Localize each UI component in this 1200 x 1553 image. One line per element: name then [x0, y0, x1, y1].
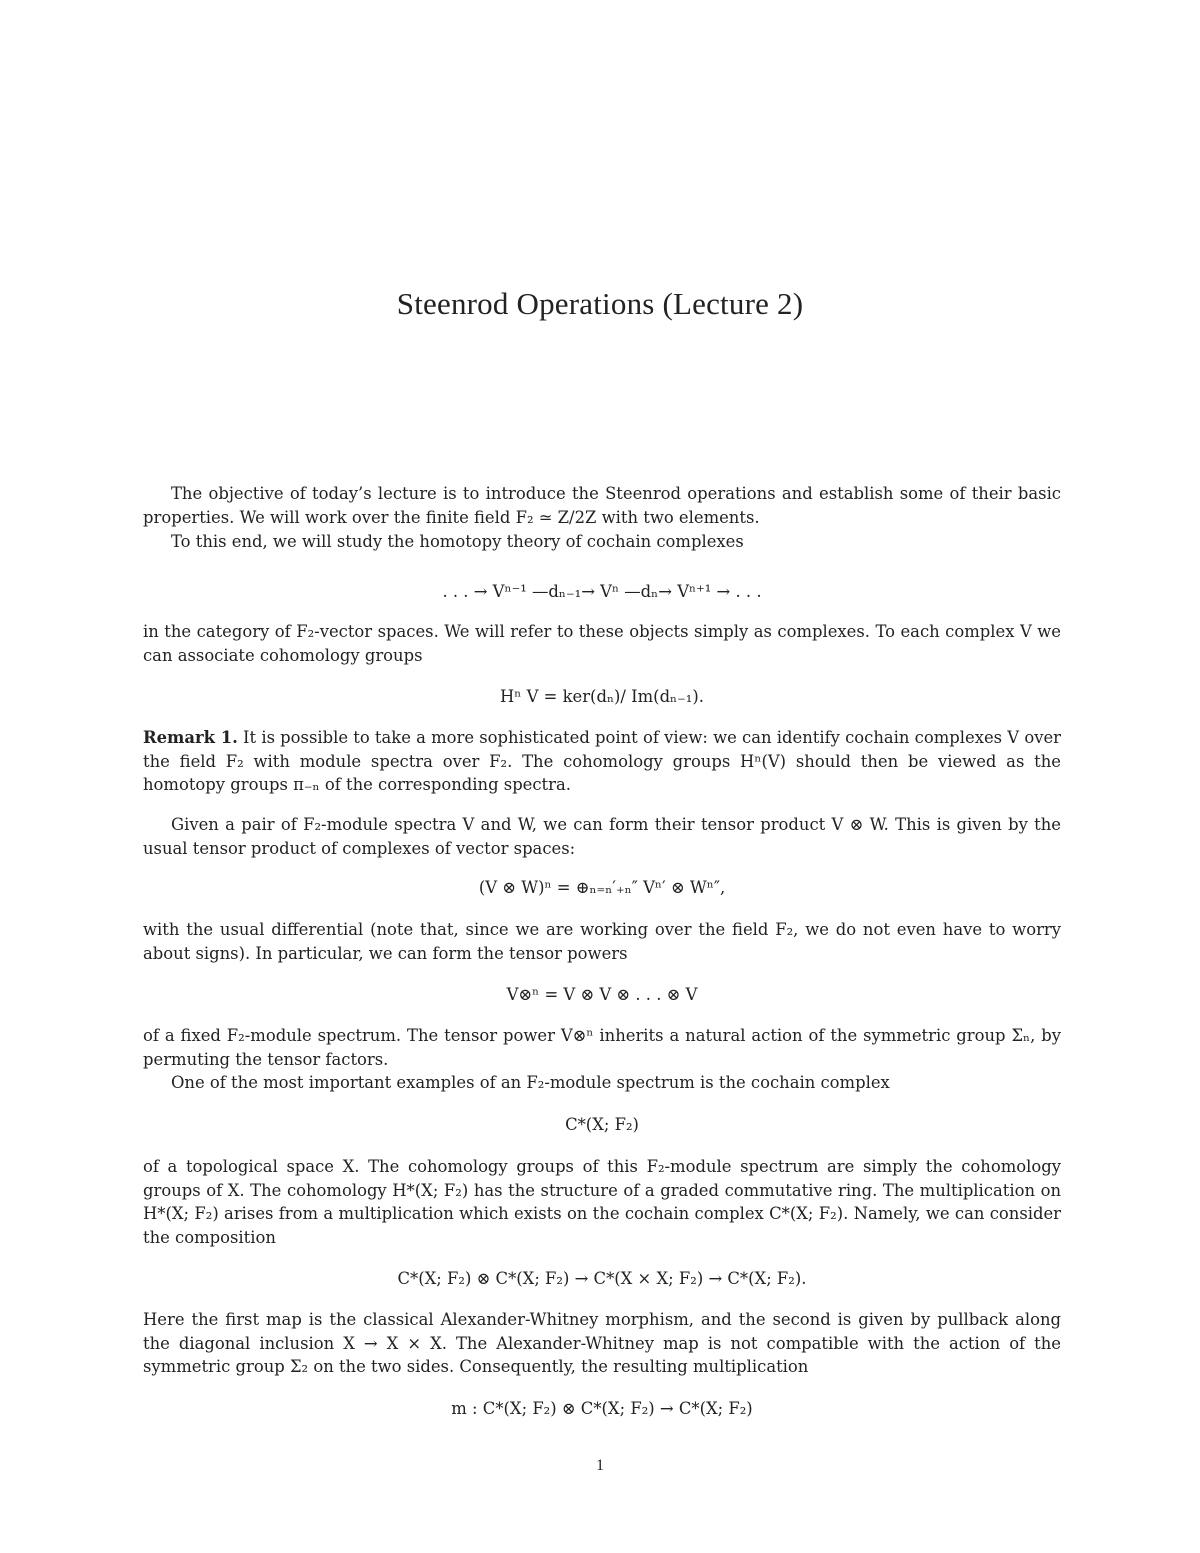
paragraph-symmetric-action: of a fixed F₂-module spectrum. The tensor power V⊗ⁿ inherits a natural action of the symmetric group Σₙ, by permuting the tensor factors. [143, 1026, 1061, 1069]
remark-1 [143, 726, 1061, 797]
equation-multiplication: m : C*(X; F₂) ⊗ C*(X; F₂) → C*(X; F₂) [451, 1399, 753, 1418]
paragraph-category: in the category of F₂-vector spaces. We will refer to these objects simply as complexes. To each complex V we can associate cohomology groups [143, 622, 1061, 665]
equation-composition: C*(X; F₂) ⊗ C*(X; F₂) → C*(X × X; F₂) → C*(X; F₂). [397, 1269, 807, 1288]
equation-cochain: C*(X; F₂) [565, 1115, 639, 1134]
remark-text: It is possible to take a more sophisticated point of view: we can identify cochain complexes V over the field F₂ with module spectra over F₂. The cohomology groups Hⁿ(V) should then be viewed as the homotopy groups π₋ₙ of the corresponding spectra. [143, 728, 1061, 794]
equation-tensor-product: (V ⊗ W)ⁿ = ⊕ₙ₌ₙ′₊ₙ″ Vⁿ′ ⊗ Wⁿ″, [478, 878, 726, 897]
remark-label: Remark 1. [143, 728, 238, 747]
equation-cochain-complex: . . . → Vⁿ⁻¹ —dₙ₋₁→ Vⁿ —dₙ→ Vⁿ⁺¹ → . . . [442, 582, 762, 601]
paragraph-differential: with the usual differential (note that, since we are working over the field F₂, we do not even have to worry about signs). In particular, we can form the tensor powers [143, 920, 1061, 963]
paragraph-cochain-example: One of the most important examples of an F₂-module spectrum is the cochain complex [171, 1073, 890, 1092]
paragraph-tensor-product: Given a pair of F₂-module spectra V and W, we can form their tensor product V ⊗ W. This is given by the usual tensor product of complexes of vector spaces: [143, 815, 1061, 858]
equation-tensor-powers: V⊗ⁿ = V ⊗ V ⊗ . . . ⊗ V [506, 985, 698, 1004]
page-number: 1 [596, 1457, 604, 1474]
paragraph-to-this-end: To this end, we will study the homotopy theory of cochain complexes [171, 532, 744, 551]
page-title: Steenrod Operations (Lecture 2) [396, 286, 804, 321]
paragraph-topological-space: of a topological space X. The cohomology groups of this F₂-module spectrum are simply the cohomology groups of X. The cohomology H*(X; F₂) has the structure of a graded commutative ring. The multiplication on H*(X; F₂) arises from a multiplication which exists on the cochain complex C*(X; F₂). Namely, we can consider the composition [143, 1157, 1061, 1247]
paragraph-objective: The objective of today’s lecture is to introduce the Steenrod operations and establish some of their basic properties. We will work over the finite field F₂ ≃ Z/2Z with two elements. [143, 484, 1061, 527]
paragraph-alexander-whitney: Here the first map is the classical Alexander-Whitney morphism, and the second is given by pullback along the diagonal inclusion X → X × X. The Alexander-Whitney map is not compatible with the action of the symmetric group Σ₂ on the two sides. Consequently, the resulting multiplication [143, 1310, 1061, 1376]
equation-cohomology: Hⁿ V = ker(dₙ)/ Im(dₙ₋₁). [500, 687, 704, 706]
